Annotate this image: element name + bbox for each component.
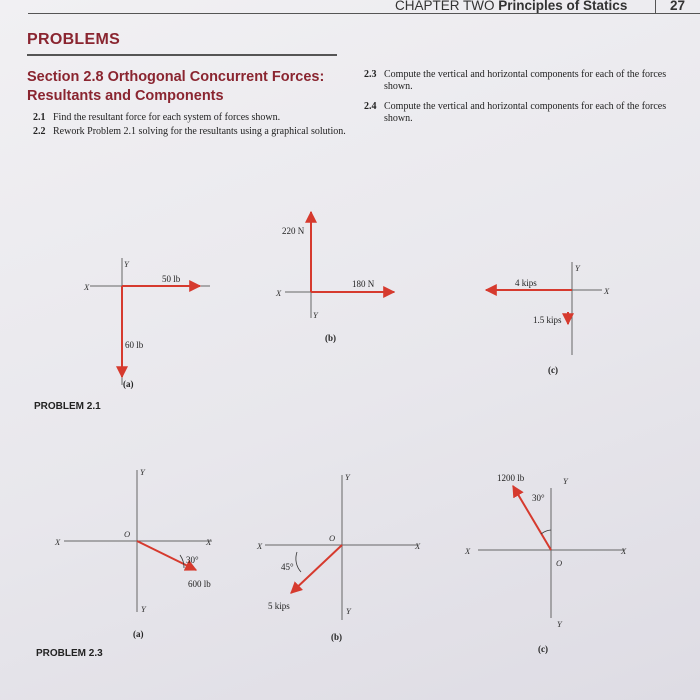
subfigure-label: (c) — [548, 365, 558, 375]
x-axis-label: X — [257, 541, 263, 551]
problem-2-3-figure-label: PROBLEM 2.3 — [36, 648, 103, 659]
y-axis-label: Y — [140, 467, 145, 477]
subfigure-label: (b) — [325, 333, 336, 343]
problem-number: 2.3 — [364, 69, 377, 80]
fig-2-1-a — [83, 258, 210, 389]
problem-2-1-figure-label: PROBLEM 2.1 — [34, 401, 101, 412]
fig-2-1-b — [275, 212, 395, 343]
y-axis-label: Y — [346, 606, 351, 616]
angle-label: 45° — [281, 562, 294, 572]
page-number: 27 — [670, 0, 686, 13]
problem-text: Rework Problem 2.1 solving for the resultants using a graphical solution. — [53, 126, 346, 137]
force-label: 4 kips — [515, 278, 537, 288]
x-axis-label: X — [621, 546, 627, 556]
subfigure-label: (a) — [133, 629, 144, 639]
problem-number: 2.2 — [33, 126, 46, 137]
chapter-title: Principles of Statics — [498, 0, 628, 13]
subfigure-label: (b) — [331, 632, 342, 642]
subfigure-label: (a) — [123, 379, 134, 389]
x-axis-label: X — [415, 541, 421, 551]
angle-label: 30° — [186, 555, 199, 565]
y-axis-label: Y — [124, 259, 129, 269]
force-label: 1.5 kips — [533, 315, 562, 325]
problems-title: PROBLEMS — [27, 31, 121, 48]
fig-2-3-b — [256, 472, 421, 642]
angle-arc — [541, 530, 551, 534]
force-label: 50 lb — [162, 274, 181, 284]
origin-label: O — [556, 558, 563, 568]
fig-2-3-c — [464, 473, 627, 654]
problem-number: 2.1 — [33, 112, 46, 123]
problem-text: Find the resultant force for each system of forces shown. — [53, 112, 281, 123]
x-axis-label: X — [276, 288, 282, 298]
subfigure-label: (c) — [538, 644, 548, 654]
chapter-label: CHAPTER TWO — [395, 0, 495, 13]
force-label: 60 lb — [125, 340, 144, 350]
force-label: 5 kips — [268, 601, 290, 611]
problem-text: Compute the vertical and horizontal components for each of the forces shown. — [384, 69, 667, 92]
y-axis-label: Y — [345, 472, 350, 482]
fig-2-3-a — [54, 467, 212, 639]
angle-label: 30° — [532, 493, 545, 503]
y-axis-label: Y — [557, 619, 562, 629]
x-axis-label: X — [206, 537, 212, 547]
x-axis-label: X — [465, 546, 471, 556]
section-heading: Section 2.8 Orthogonal Concurrent Forces: Resultants and Components — [27, 69, 325, 104]
force-label: 220 N — [282, 226, 305, 236]
origin-label: O — [124, 529, 131, 539]
origin-label: O — [329, 533, 336, 543]
force-label: 600 lb — [188, 579, 211, 589]
x-axis-label: X — [604, 286, 610, 296]
y-axis-label: Y — [141, 604, 146, 614]
problem-text: Compute the vertical and horizontal components for each of the forces shown. — [384, 101, 667, 124]
x-axis-label: X — [55, 537, 61, 547]
force-label: 1200 lb — [497, 473, 525, 483]
angle-arc — [296, 552, 301, 572]
y-axis-label: Y — [563, 476, 568, 486]
fig-2-1-c — [486, 262, 610, 375]
problem-number: 2.4 — [364, 101, 377, 112]
force-label: 180 N — [352, 279, 375, 289]
y-axis-label: Y — [575, 263, 580, 273]
y-axis-label: Y — [313, 310, 318, 320]
x-axis-label: X — [84, 282, 90, 292]
